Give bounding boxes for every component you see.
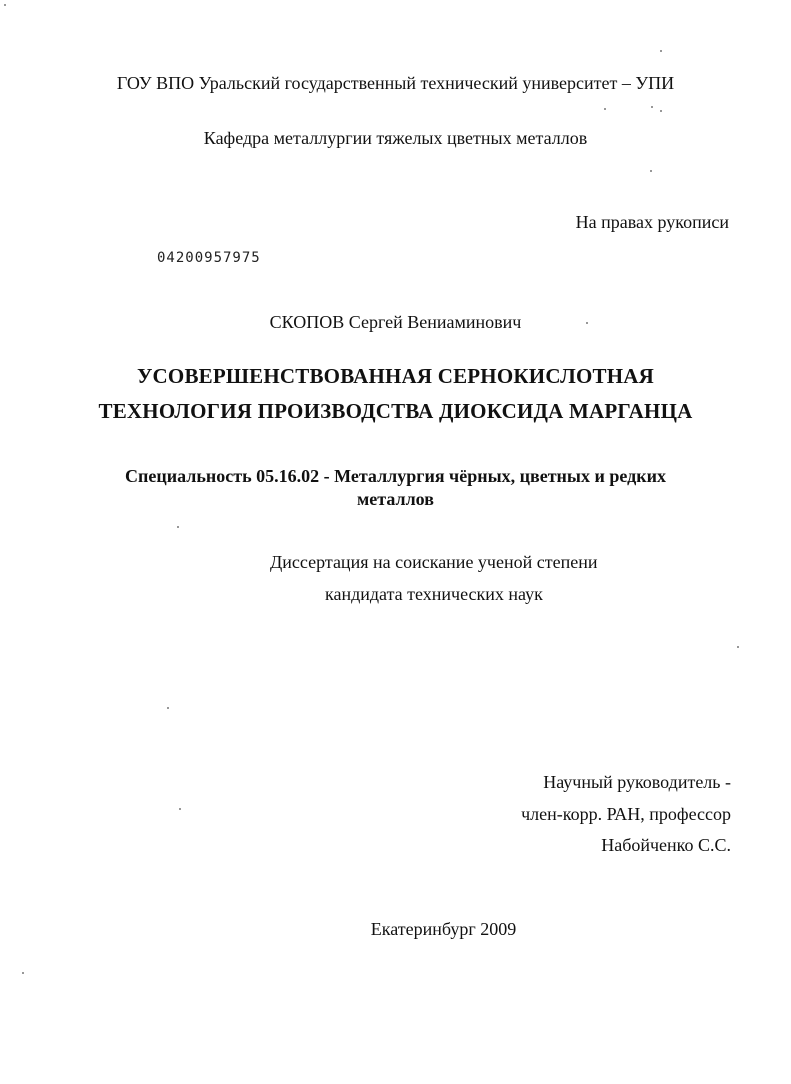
scan-speck [650,170,652,172]
supervisor-title: член-корр. РАН, профессор [521,804,731,824]
degree-line-1: Диссертация на соискание ученой степени [270,552,598,572]
supervisor-name: Набойченко С.С. [601,835,731,855]
scan-speck [651,106,653,108]
scan-speck [22,972,24,974]
author-name: СКОПОВ Сергей Вениаминович [269,312,522,332]
scan-speck [177,526,179,528]
title-line-2: ТЕХНОЛОГИЯ ПРОИЗВОДСТВА ДИОКСИДА МАРГАНЦА [98,399,693,423]
institution-name: ГОУ ВПО Уральский государственный технический университет – УПИ [116,73,675,93]
city-year: Екатеринбург 2009 [370,919,517,939]
department-name: Кафедра металлургии тяжелых цветных металлов [203,128,588,148]
scan-speck [179,808,181,810]
specialty-line-1: Специальность 05.16.02 - Металлургия чёрных, цветных и редких [125,466,666,486]
scan-speck [167,707,169,709]
scan-speck [4,4,6,6]
supervisor-label: Научный руководитель - [543,772,731,792]
title-line-1: УСОВЕРШЕНСТВОВАННАЯ СЕРНОКИСЛОТНАЯ [136,364,655,388]
scan-speck [737,646,739,648]
manuscript-note: На правах рукописи [575,212,729,232]
scan-speck [660,50,662,52]
specialty-line-2: металлов [357,489,434,509]
scan-speck [604,108,606,110]
catalog-number: 04200957975 [157,250,261,266]
scan-speck [660,110,662,112]
degree-line-2: кандидата технических наук [325,584,543,604]
scan-speck [586,322,588,324]
